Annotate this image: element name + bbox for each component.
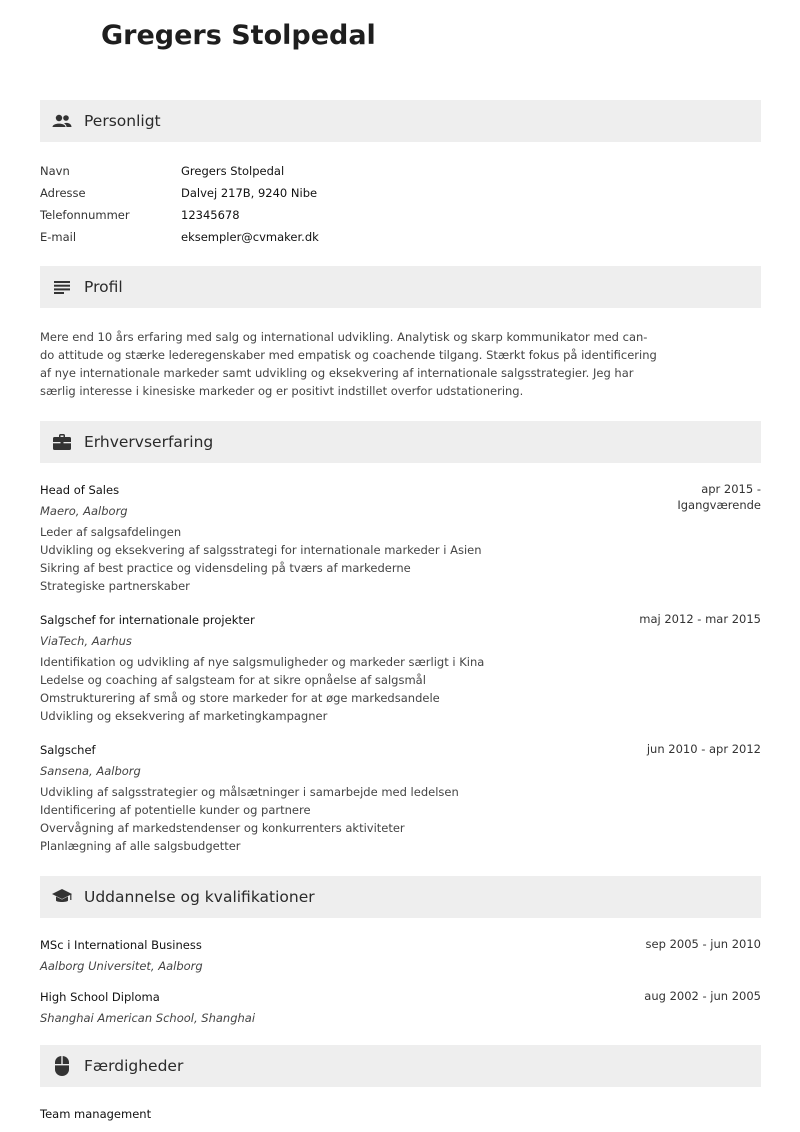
education-school: Aalborg Universitet, Aalborg <box>40 959 203 973</box>
personal-details <box>40 160 319 248</box>
detail-label: Navn <box>40 164 70 178</box>
education-title: MSc i International Business <box>40 938 202 952</box>
section-header-profile <box>40 266 761 308</box>
section-title: Profil <box>84 278 123 296</box>
detail-label: E-mail <box>40 230 77 244</box>
job-title: Salgschef for internationale projekter <box>40 613 255 627</box>
job-company: ViaTech, Aarhus <box>40 634 132 648</box>
experience-entry <box>40 481 761 595</box>
list-item: Ledelse og coaching af salgsteam for at sikre opnåelse af salgsmål <box>40 673 426 687</box>
list-item: Strategiske partnerskaber <box>40 579 190 593</box>
skill-item: Team management <box>40 1107 152 1121</box>
job-duties <box>40 653 761 725</box>
list-item: Identifikation og udvikling af nye salgsmuligheder og markeder særligt i Kina <box>40 655 485 669</box>
detail-value: Gregers Stolpedal <box>181 164 285 178</box>
detail-row <box>40 182 319 204</box>
detail-value: eksempler@cvmaker.dk <box>181 230 319 244</box>
job-title: Salgschef <box>40 743 96 757</box>
detail-row <box>40 226 319 248</box>
job-date: maj 2012 - mar 2015 <box>639 612 761 626</box>
detail-row <box>40 204 319 226</box>
job-date: jun 2010 - apr 2012 <box>646 742 761 756</box>
education-date: sep 2005 - jun 2010 <box>645 937 761 951</box>
profile-text: Mere end 10 års erfaring med salg og international udvikling. Analytisk og skarp kommunikator med can-do attitude og stærke lederegenskaber med empatisk og coachende tilgang. Stærkt fokus på identificering af nye internationale markeder samt udvikling og eksekvering af internationale salgsstrategier. Jeg har særlig interesse i kinesiske markeder og er positivt indstillet overfor udstationering. <box>40 330 657 398</box>
experience-entry <box>40 611 761 725</box>
detail-label: Telefonnummer <box>40 208 130 222</box>
education-entry <box>40 936 761 975</box>
text-lines-icon <box>40 281 84 294</box>
detail-row <box>40 160 319 182</box>
list-item: Udvikling af salgsstrategier og målsætninger i samarbejde med ledelsen <box>40 785 459 799</box>
job-company: Sansena, Aalborg <box>40 764 141 778</box>
list-item: Udvikling og eksekvering af salgsstrategi for internationale markeder i Asien <box>40 543 482 557</box>
section-title: Personligt <box>84 112 161 130</box>
people-icon <box>40 114 84 128</box>
section-header-personal <box>40 100 761 142</box>
list-item: Identificering af potentielle kunder og partnere <box>40 803 311 817</box>
detail-value: 12345678 <box>181 208 240 222</box>
job-date <box>677 481 761 513</box>
list-item: Planlægning af alle salgsbudgetter <box>40 839 241 853</box>
education-entry <box>40 988 761 1027</box>
list-item: Overvågning af markedstendenser og konkurrenters aktiviteter <box>40 821 405 835</box>
job-date-start: apr 2015 - <box>701 482 761 496</box>
education-school: Shanghai American School, Shanghai <box>40 1011 256 1025</box>
job-duties <box>40 783 761 855</box>
experience-entry <box>40 741 761 855</box>
list-item: Sikring af best practice og vidensdeling på tværs af markederne <box>40 561 411 575</box>
job-duties <box>40 523 761 595</box>
list-item: Udvikling og eksekvering af marketingkampagner <box>40 709 328 723</box>
section-title: Erhvervserfaring <box>84 433 214 451</box>
section-title: Uddannelse og kvalifikationer <box>84 888 315 906</box>
section-header-skills <box>40 1045 761 1087</box>
detail-label: Adresse <box>40 186 86 200</box>
job-company: Maero, Aalborg <box>40 504 128 518</box>
education-date: aug 2002 - jun 2005 <box>644 989 761 1003</box>
briefcase-icon <box>40 434 84 450</box>
mouse-icon <box>40 1056 84 1076</box>
section-header-education <box>40 876 761 918</box>
section-header-experience <box>40 421 761 463</box>
education-title: High School Diploma <box>40 990 160 1004</box>
list-item: Omstrukturering af små og store markeder for at øge markedsandele <box>40 691 440 705</box>
job-title: Head of Sales <box>40 483 120 497</box>
graduation-cap-icon <box>40 889 84 905</box>
job-date-end: Igangværende <box>677 498 761 512</box>
detail-value: Dalvej 217B, 9240 Nibe <box>181 186 318 200</box>
person-name: Gregers Stolpedal <box>101 20 376 51</box>
section-title: Færdigheder <box>84 1057 184 1075</box>
list-item: Leder af salgsafdelingen <box>40 525 182 539</box>
